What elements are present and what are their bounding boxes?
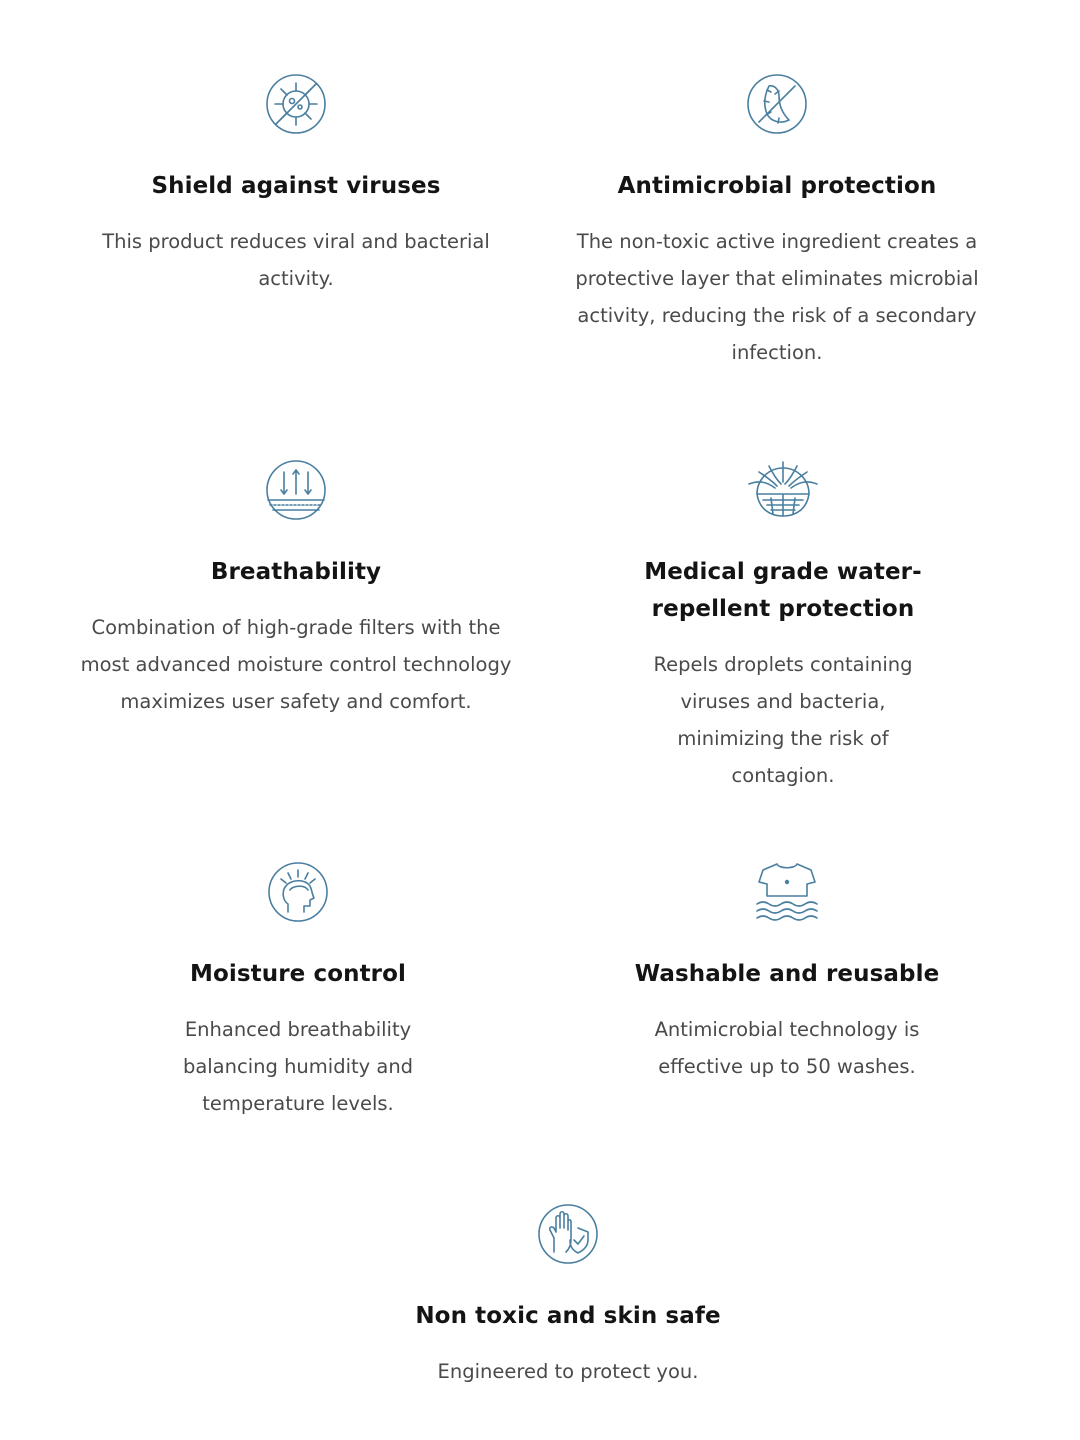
airflow-layers-icon (80, 458, 512, 522)
feature-breathability (80, 458, 512, 720)
feature-moisture-control (130, 860, 466, 1122)
feature-title: Shield against viruses (151, 173, 441, 199)
feature-description: Engineered to protect you. (437, 1360, 699, 1383)
feature-description: Repels droplets containing viruses and bacteria, minimizing the risk of contagion. (653, 653, 913, 787)
microbe-blocked-icon (554, 72, 1000, 136)
virus-blocked-icon (80, 72, 512, 136)
feature-title: Moisture control (189, 961, 406, 987)
feature-title: Breathability (210, 559, 382, 585)
feature-description: The non-toxic active ingredient creates a protective layer that eliminates microbial activity, reducing the risk of a secondary infection. (575, 230, 979, 364)
feature-title: Washable and reusable (634, 961, 940, 987)
water-repellent-icon (600, 458, 966, 522)
feature-title: Non toxic and skin safe (415, 1303, 721, 1329)
feature-washable-reusable (604, 860, 970, 1085)
feature-title: Medical grade water-repellent protection (644, 559, 922, 622)
washable-shirt-icon (604, 860, 970, 924)
feature-title: Antimicrobial protection (617, 173, 937, 199)
feature-description: This product reduces viral and bacterial activity. (102, 230, 490, 290)
hand-shield-icon (390, 1202, 746, 1266)
feature-shield-against-viruses (80, 72, 512, 297)
feature-description: Combination of high-grade filters with the most advanced moisture control technology maximizes user safety and comfort. (80, 616, 512, 713)
feature-non-toxic-skin-safe (390, 1202, 746, 1390)
head-temperature-icon (130, 860, 466, 924)
feature-water-repellent (600, 458, 966, 794)
feature-description: Antimicrobial technology is effective up to 50 washes. (654, 1018, 920, 1078)
feature-description: Enhanced breathability balancing humidity and temperature levels. (182, 1018, 414, 1115)
feature-antimicrobial-protection (554, 72, 1000, 371)
